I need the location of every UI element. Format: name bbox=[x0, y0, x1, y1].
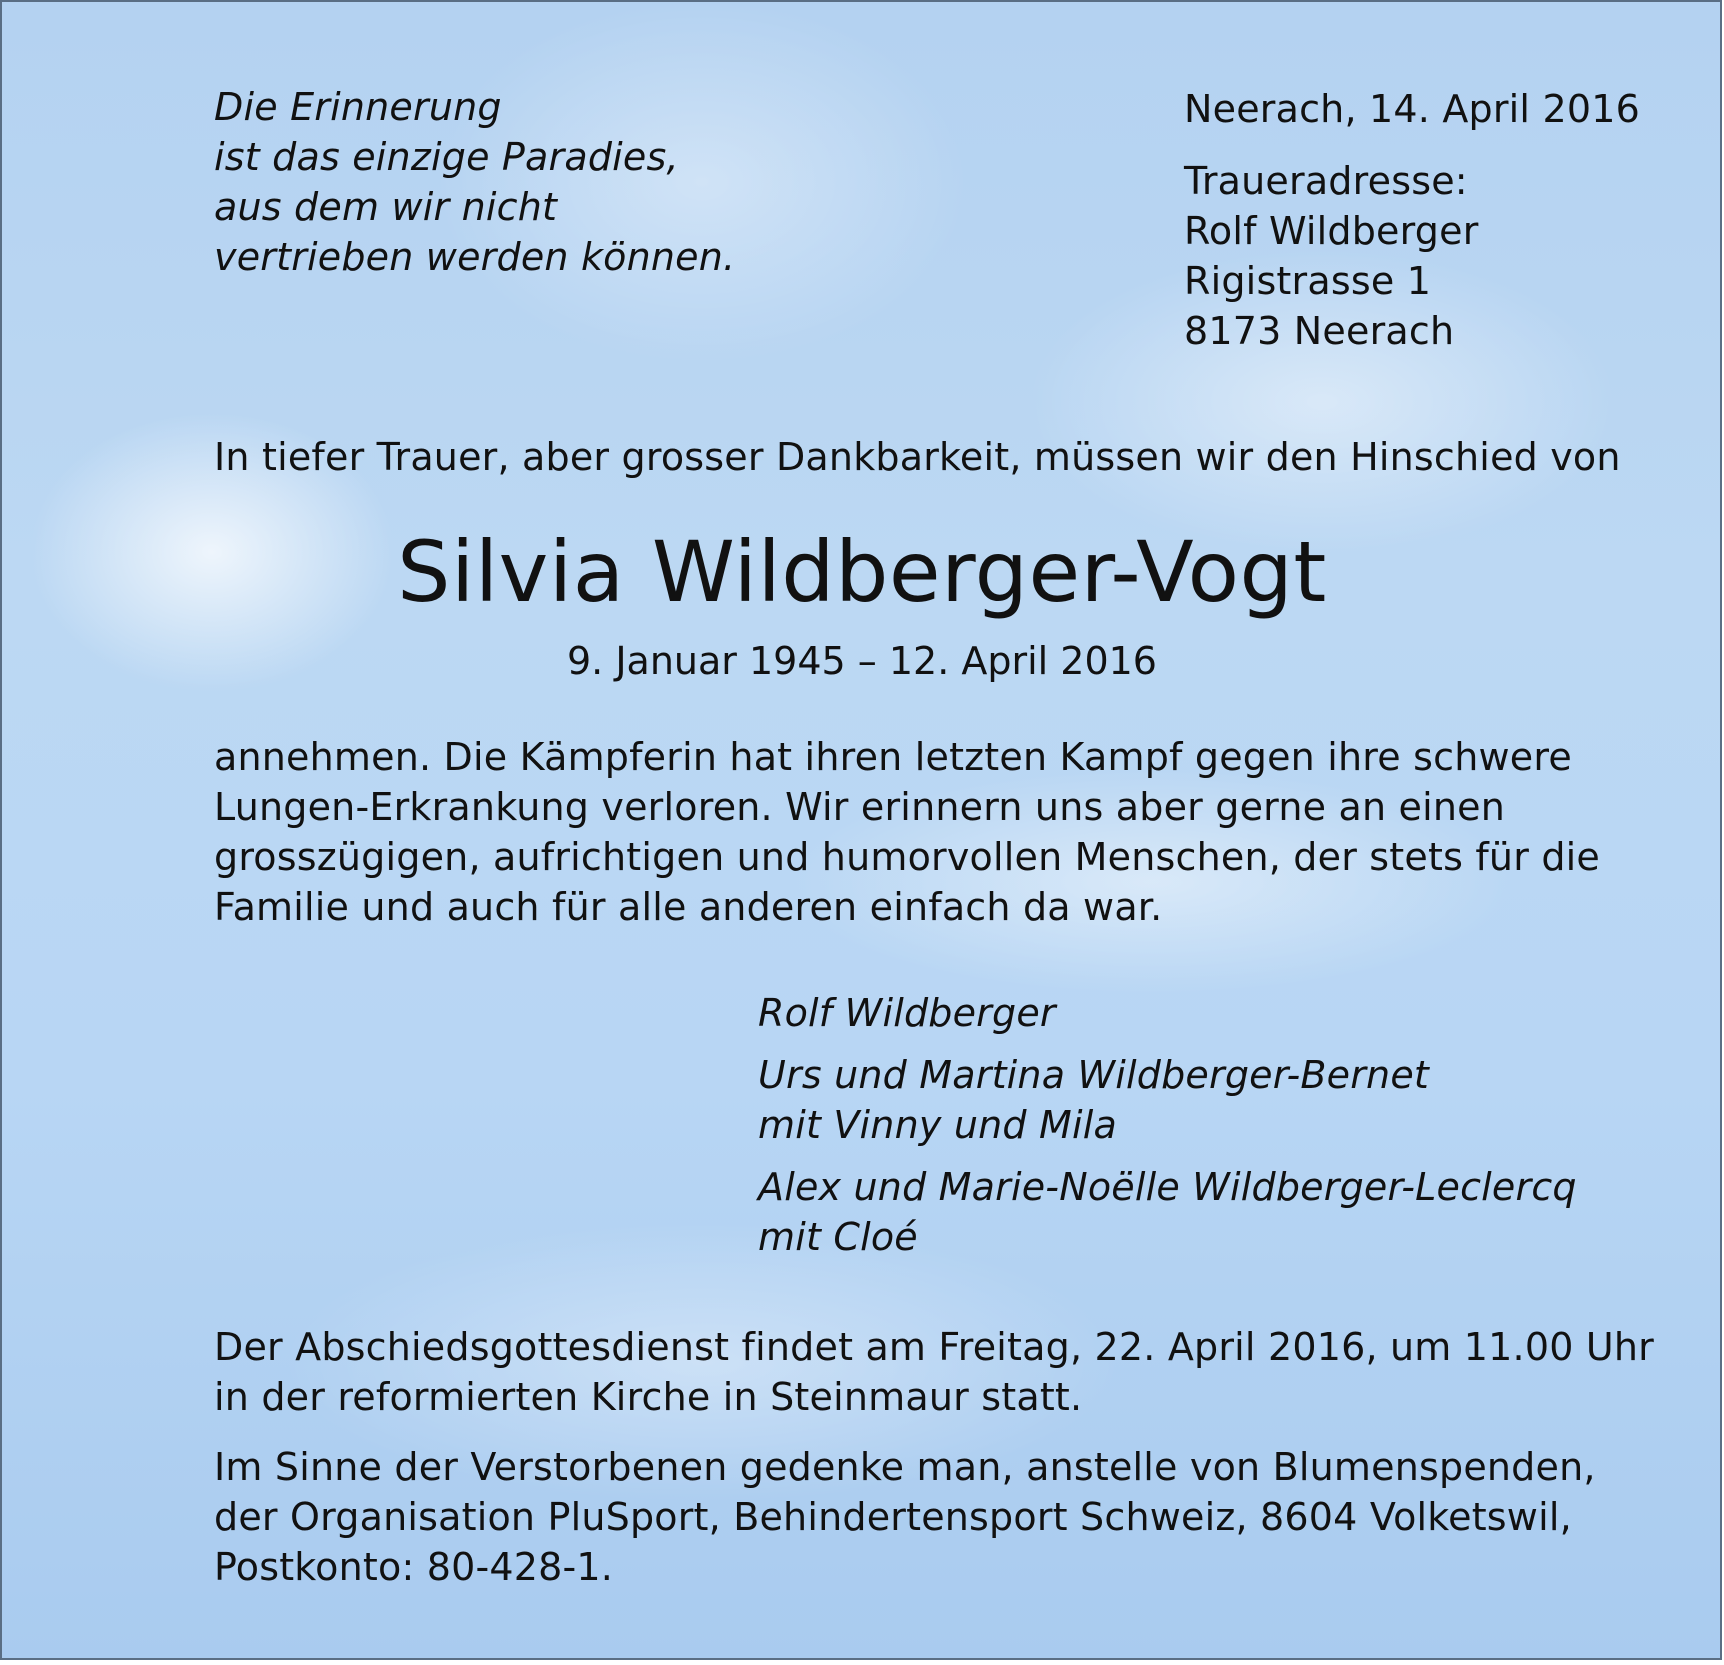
lifespan-dates: 9. Januar 1945 – 12. April 2016 bbox=[566, 639, 1157, 683]
quote-line: vertrieben werden können. bbox=[214, 235, 736, 279]
intro-text: In tiefer Trauer, aber grosser Dankbarkeit, müssen wir den Hinschied von bbox=[214, 435, 1621, 479]
donation-line: Postkonto: 80-428-1. bbox=[214, 1545, 614, 1589]
service-line: in der reformierten Kirche in Steinmaur statt. bbox=[214, 1375, 1083, 1419]
service-line: Der Abschiedsgottesdienst findet am Freitag, 22. April 2016, um 11.00 Uhr bbox=[214, 1325, 1654, 1369]
body-line: Lungen-Erkrankung verloren. Wir erinnern uns aber gerne an einen bbox=[214, 785, 1505, 829]
mourner-group bbox=[758, 1050, 1577, 1150]
mourner-group bbox=[758, 988, 1577, 1038]
quote-line: Die Erinnerung bbox=[214, 85, 502, 129]
quote-line: aus dem wir nicht bbox=[214, 185, 558, 229]
deceased-name: Silvia Wildberger-Vogt bbox=[397, 523, 1327, 621]
body-line: Familie und auch für alle anderen einfach da war. bbox=[214, 885, 1163, 929]
address-label: Traueradresse: bbox=[1184, 159, 1468, 203]
memorial-quote bbox=[214, 82, 735, 282]
donation-line: Im Sinne der Verstorbenen gedenke man, anstelle von Blumenspenden, bbox=[214, 1445, 1596, 1489]
service-info bbox=[214, 1322, 1654, 1422]
mourner-line: Rolf Wildberger bbox=[758, 991, 1056, 1035]
place-date: Neerach, 14. April 2016 bbox=[1184, 87, 1640, 131]
address-city: 8173 Neerach bbox=[1184, 309, 1455, 353]
body-paragraph bbox=[214, 732, 1600, 932]
mourner-line: mit Cloé bbox=[758, 1215, 918, 1259]
address-street: Rigistrasse 1 bbox=[1184, 259, 1432, 303]
address-name: Rolf Wildberger bbox=[1184, 209, 1479, 253]
body-line: grosszügigen, aufrichtigen und humorvollen Menschen, der stets für die bbox=[214, 835, 1600, 879]
body-line: annehmen. Die Kämpferin hat ihren letzten Kampf gegen ihre schwere bbox=[214, 735, 1572, 779]
mourner-line: mit Vinny und Mila bbox=[758, 1103, 1117, 1147]
donation-info bbox=[214, 1442, 1596, 1592]
mourner-group bbox=[758, 1162, 1577, 1262]
donation-line: der Organisation PluSport, Behindertensport Schweiz, 8604 Volketswil, bbox=[214, 1495, 1572, 1539]
quote-line: ist das einzige Paradies, bbox=[214, 135, 679, 179]
mourner-line: Urs und Martina Wildberger-Bernet bbox=[758, 1053, 1430, 1097]
mourning-address bbox=[1184, 156, 1479, 356]
mourner-line: Alex und Marie-Noëlle Wildberger-Leclercq bbox=[758, 1165, 1577, 1209]
mourners-list bbox=[758, 988, 1577, 1274]
